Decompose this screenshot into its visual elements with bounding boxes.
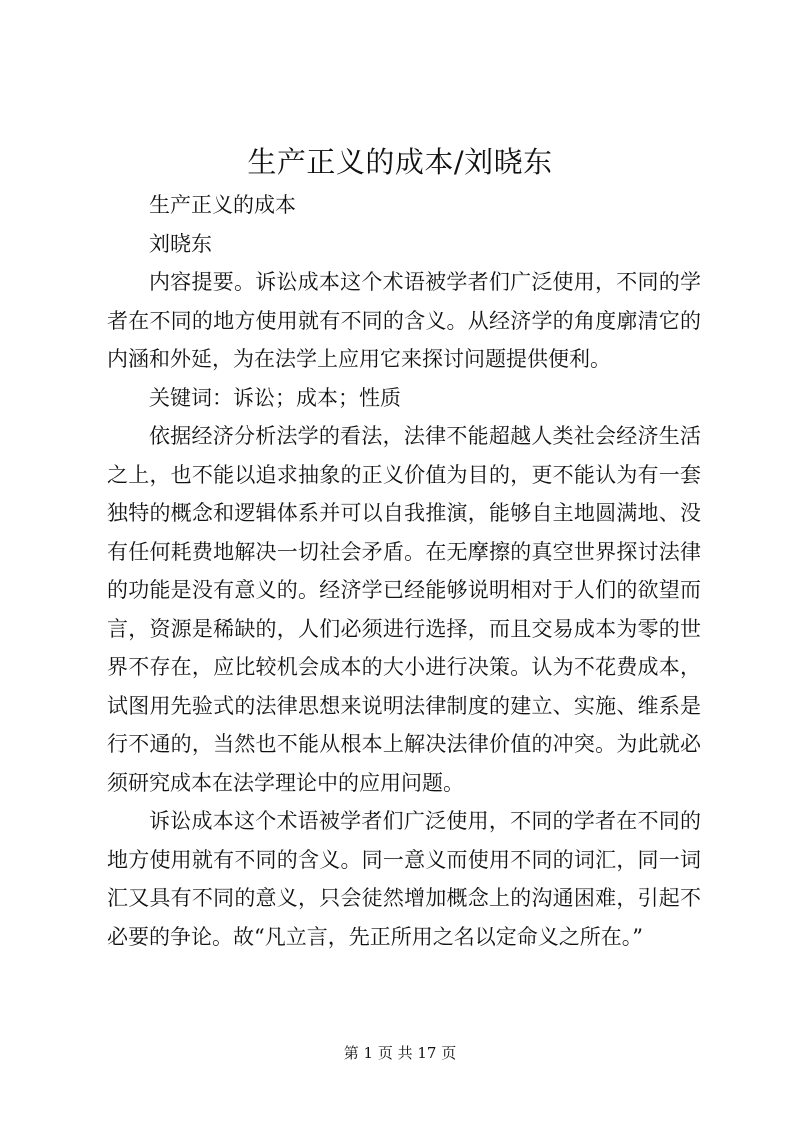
- keywords-paragraph: 关键词：诉讼；成本；性质: [149, 385, 401, 410]
- body-paragraph: 诉讼成本这个术语被学者们广泛使用，不同的学者在不同的地方使用就有不同的含义。同一意义而使用不同的词汇，同一词汇又具有不同的意义，只会徒然增加概念上的沟通困难，引起不必要的争论。故“凡立言，先正所用之名以定命义之所在。”: [107, 809, 701, 949]
- body-paragraph: 依据经济分析法学的看法，法律不能超越人类社会经济生活之上，也不能以追求抽象的正义价值为目的，更不能认为有一套独特的概念和逻辑体系并可以自我推演，能够自主地圆满地、没有任何耗费地解决一切社会矛盾。在无摩擦的真空世界探讨法律的功能是没有意义的。经济学已经能够说明相对于人们的欲望而言，资源是稀缺的，人们必须进行选择，而且交易成本为零的世界不存在，应比较机会成本的大小进行决策。认为不花费成本，试图用先验式的法律思想来说明法律制度的建立、实施、维系是行不通的，当然也不能从根本上解决法律价值的冲突。为此就必须研究成本在法学理论中的应用问题。: [107, 424, 701, 795]
- author-paragraph: 刘晓东: [149, 231, 212, 256]
- document-body: [107, 186, 701, 956]
- document-title: 生产正义的成本/刘晓东: [247, 145, 553, 179]
- page-number-footer: 第 1 页 共 17 页: [343, 1044, 457, 1062]
- abstract-paragraph: 内容提要。诉讼成本这个术语被学者们广泛使用，不同的学者在不同的地方使用就有不同的含义。从经济学的角度廓清它的内涵和外延，为在法学上应用它来探讨问题提供便利。: [107, 270, 701, 371]
- subtitle-paragraph: 生产正义的成本: [149, 193, 296, 217]
